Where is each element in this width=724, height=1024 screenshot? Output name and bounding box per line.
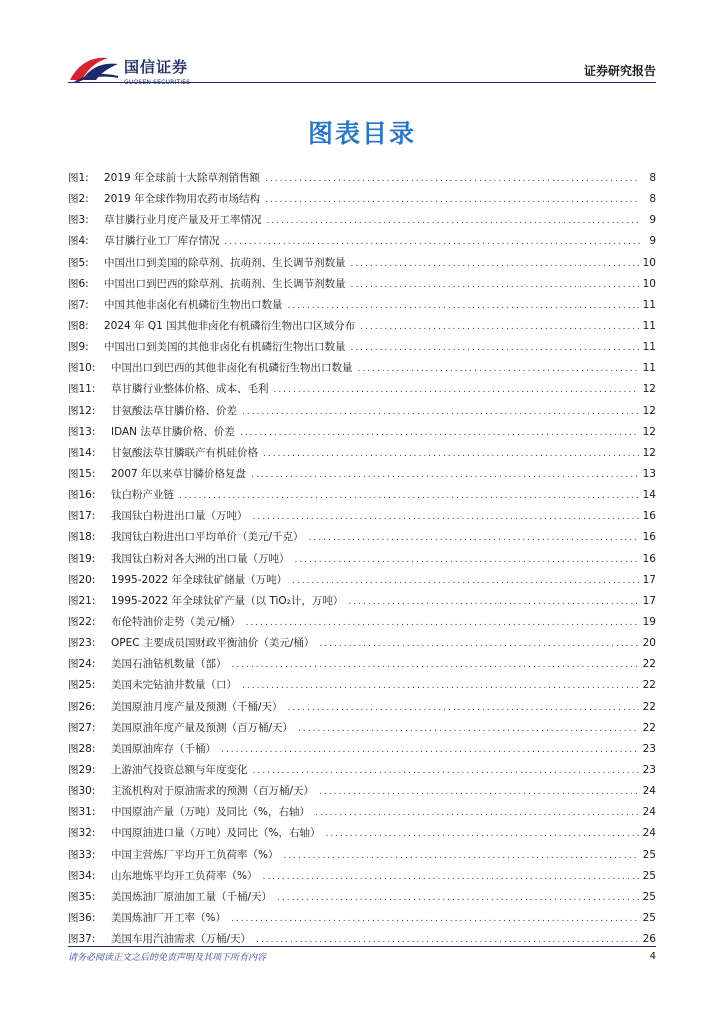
toc-leader-dots (253, 507, 639, 528)
page-number: 4 (649, 951, 656, 962)
toc-leader-dots (263, 444, 639, 465)
toc-leader-dots (319, 634, 638, 655)
toc-entry-page: 9 (649, 214, 656, 227)
toc-entry[interactable] (68, 802, 656, 823)
toc-entry-page: 9 (649, 235, 656, 248)
toc-entry-label: 图10: (68, 362, 96, 375)
toc-leader-dots (253, 761, 639, 782)
toc-leader-dots (221, 740, 639, 761)
logo-chinese-name: 国信证券 (124, 58, 189, 76)
toc-leader-dots (274, 380, 639, 401)
toc-entry-title: 草甘膦行业整体价格、成本、毛利 (111, 383, 269, 396)
toc-leader-dots (325, 824, 638, 845)
toc-entry[interactable] (68, 654, 656, 675)
toc-leader-dots (277, 888, 639, 909)
toc-entry-page: 17 (642, 573, 656, 586)
toc-leader-dots (315, 803, 639, 824)
toc-leader-dots (319, 782, 639, 803)
toc-entry-label: 图14: (68, 446, 96, 459)
toc-entry-title: 美国原油年度产量及预测（百万桶/天） (111, 721, 294, 734)
toc-leader-dots (225, 232, 641, 253)
toc-entry-title: 布伦特油价走势（美元/桶） (111, 615, 241, 628)
toc-entry[interactable] (68, 929, 656, 950)
toc-leader-dots (267, 211, 641, 232)
toc-leader-dots (348, 592, 638, 613)
toc-entry-page: 26 (642, 933, 656, 946)
toc-entry[interactable] (68, 295, 656, 316)
page-header (68, 44, 656, 84)
toc-entry[interactable] (68, 401, 656, 422)
toc-entry-label: 图6: (68, 277, 89, 290)
toc-leader-dots (262, 867, 638, 888)
toc-entry-label: 图11: (68, 383, 96, 396)
toc-entry[interactable] (68, 887, 656, 908)
figure-list (68, 168, 656, 950)
toc-entry-page: 12 (642, 404, 656, 417)
toc-entry[interactable] (68, 612, 656, 633)
toc-entry-page: 22 (642, 721, 656, 734)
toc-leader-dots (256, 930, 639, 951)
toc-entry[interactable] (68, 231, 656, 252)
toc-leader-dots (351, 275, 639, 296)
toc-entry-title: 甘氨酸法草甘膦价格、价差 (111, 404, 237, 417)
toc-entry-label: 图2: (68, 193, 89, 206)
toc-entry-label: 图20: (68, 573, 96, 586)
toc-entry[interactable] (68, 527, 656, 548)
toc-entry-page: 23 (642, 763, 656, 776)
toc-entry-label: 图29: (68, 763, 96, 776)
toc-entry-label: 图3: (68, 214, 89, 227)
toc-entry[interactable] (68, 274, 656, 295)
toc-entry-label: 图23: (68, 637, 96, 650)
toc-entry[interactable] (68, 337, 656, 358)
toc-leader-dots (295, 550, 639, 571)
toc-entry-label: 图25: (68, 679, 96, 692)
toc-entry-page: 12 (642, 383, 656, 396)
toc-entry-page: 22 (642, 658, 656, 671)
toc-entry-label: 图19: (68, 552, 96, 565)
toc-entry-title: 1995-2022 年全球钛矿储量（万吨） (111, 573, 288, 586)
toc-entry-page: 10 (642, 277, 656, 290)
toc-entry-label: 图8: (68, 319, 89, 332)
toc-entry-label: 图13: (68, 425, 96, 438)
toc-entry-label: 图28: (68, 742, 96, 755)
toc-entry[interactable] (68, 485, 656, 506)
toc-entry[interactable] (68, 633, 656, 654)
toc-leader-dots (179, 486, 639, 507)
toc-entry-title: 上游油气投资总额与年度变化 (111, 763, 248, 776)
toc-entry-title: 中国出口到巴西的其他非卤化有机磷衍生物出口数量 (111, 362, 353, 375)
toc-entry-title: 山东地炼平均开工负荷率（%） (111, 869, 258, 882)
toc-entry[interactable] (68, 379, 656, 400)
toc-entry-page: 11 (642, 341, 656, 354)
toc-entry-label: 图33: (68, 848, 96, 861)
toc-entry-title: 我国钛白粉对各大洲的出口量（万吨） (111, 552, 290, 565)
toc-entry-page: 12 (642, 446, 656, 459)
toc-entry[interactable] (68, 570, 656, 591)
toc-entry-title: 2007 年以来草甘膦价格复盘 (111, 467, 247, 480)
toc-leader-dots (292, 571, 639, 592)
toc-entry-label: 图7: (68, 298, 89, 311)
toc-entry[interactable] (68, 358, 656, 379)
toc-entry-title: 中国出口到美国的其他非卤化有机磷衍生物出口数量 (104, 341, 346, 354)
toc-entry-title: 中国出口到美国的除草剂、抗萌剂、生长调节剂数量 (104, 256, 346, 269)
toc-entry-page: 12 (642, 425, 656, 438)
toc-entry-title: 美国炼油厂开工率（%） (111, 911, 226, 924)
toc-entry[interactable] (68, 316, 656, 337)
toc-entry[interactable] (68, 422, 656, 443)
toc-entry-title: 中国主营炼厂平均开工负荷率（%） (111, 848, 279, 861)
toc-entry-label: 图16: (68, 489, 96, 502)
toc-entry-label: 图12: (68, 404, 96, 417)
toc-entry-label: 图32: (68, 827, 96, 840)
toc-entry-page: 25 (642, 869, 656, 882)
toc-entry-title: 我国钛白粉进出口平均单价（美元/千克） (111, 531, 304, 544)
toc-entry-label: 图1: (68, 172, 89, 184)
toc-entry-title: 钛白粉产业链 (111, 489, 174, 502)
footer-divider (68, 946, 656, 947)
toc-entry-page: 16 (642, 510, 656, 523)
toc-entry-page: 22 (642, 679, 656, 692)
toc-entry-label: 图36: (68, 911, 96, 924)
toc-leader-dots (298, 719, 639, 740)
toc-entry-label: 图34: (68, 869, 96, 882)
toc-entry-label: 图9: (68, 341, 89, 354)
toc-leader-dots (251, 465, 639, 486)
report-type-label: 证券研究报告 (583, 64, 656, 78)
toc-entry-page: 24 (642, 806, 656, 819)
toc-entry-label: 图30: (68, 785, 96, 798)
toc-entry-page: 16 (642, 552, 656, 565)
toc-entry[interactable] (68, 697, 656, 718)
toc-entry[interactable] (68, 866, 656, 887)
toc-leader-dots (242, 402, 639, 423)
toc-entry-label: 图27: (68, 721, 96, 734)
toc-entry-title: 美国车用汽油需求（万桶/天） (111, 933, 252, 946)
toc-entry-page: 24 (642, 785, 656, 798)
toc-entry-page: 11 (642, 319, 656, 332)
logo-english-name: GUOSEN SECURITIES (124, 79, 191, 86)
toc-entry-page: 8 (649, 172, 656, 184)
toc-entry[interactable] (68, 845, 656, 866)
toc-entry[interactable] (68, 591, 656, 612)
toc-leader-dots (246, 613, 639, 634)
toc-entry-page: 25 (642, 848, 656, 861)
toc-entry[interactable] (68, 210, 656, 231)
toc-leader-dots (265, 169, 640, 190)
toc-leader-dots (360, 317, 638, 338)
toc-entry-page: 11 (642, 298, 656, 311)
toc-entry-page: 8 (649, 193, 656, 206)
toc-entry-title: OPEC 主要成员国财政平衡油价（美元/桶） (111, 637, 315, 650)
toc-entry-label: 图4: (68, 235, 89, 248)
toc-entry-page: 16 (642, 531, 656, 544)
toc-leader-dots (232, 655, 639, 676)
toc-entry[interactable] (68, 253, 656, 274)
toc-leader-dots (242, 676, 639, 697)
toc-entry-page: 10 (642, 256, 656, 269)
toc-entry-page: 17 (642, 594, 656, 607)
toc-entry-title: 2019 年全球前十大除草剂销售额 (104, 172, 261, 184)
toc-leader-dots (231, 909, 639, 930)
toc-entry-title: 2019 年全球作物用农药市场结构 (104, 193, 261, 206)
toc-entry[interactable] (68, 908, 656, 929)
toc-entry-title: 美国石油钻机数量（部） (111, 658, 227, 671)
toc-leader-dots (288, 296, 639, 317)
guosen-logo-icon (68, 50, 120, 84)
toc-entry[interactable] (68, 168, 656, 189)
toc-leader-dots (351, 254, 639, 275)
toc-entry-page: 24 (642, 827, 656, 840)
toc-entry[interactable] (68, 443, 656, 464)
toc-leader-dots (240, 423, 639, 444)
toc-entry-title: 美国原油月度产量及预测（千桶/天） (111, 700, 283, 713)
toc-entry-label: 图37: (68, 933, 96, 946)
toc-entry-title: 美国炼油厂原油加工量（千桶/天） (111, 890, 273, 903)
toc-entry-page: 14 (642, 489, 656, 502)
toc-entry-page: 25 (642, 911, 656, 924)
toc-entry[interactable] (68, 464, 656, 485)
toc-entry-title: 我国钛白粉进出口量（万吨） (111, 510, 248, 523)
toc-entry-title: 1995-2022 年全球钛矿产量（以 TiO₂计，万吨） (111, 594, 344, 607)
toc-entry[interactable] (68, 675, 656, 696)
toc-entry-title: IDAN 法草甘膦价格、价差 (111, 425, 235, 438)
toc-entry-label: 图15: (68, 467, 96, 480)
toc-entry-title: 中国出口到巴西的除草剂、抗萌剂、生长调节剂数量 (104, 277, 346, 290)
toc-entry[interactable] (68, 718, 656, 739)
toc-entry[interactable] (68, 189, 656, 210)
toc-entry-label: 图22: (68, 615, 96, 628)
toc-leader-dots (265, 190, 640, 211)
toc-entry-label: 图17: (68, 510, 96, 523)
toc-leader-dots (358, 359, 639, 380)
toc-entry-page: 11 (642, 362, 656, 375)
disclaimer-note: 请务必阅读正文之后的免责声明及其项下所有内容 (68, 953, 267, 963)
toc-entry-title: 主流机构对于原油需求的预测（百万桶/天） (111, 785, 315, 798)
toc-entry-title: 中国其他非卤化有机磷衍生物出口数量 (104, 298, 283, 311)
toc-entry-label: 图24: (68, 658, 96, 671)
toc-leader-dots (283, 846, 638, 867)
toc-entry-page: 13 (642, 467, 656, 480)
guosen-logo (68, 50, 208, 84)
toc-entry[interactable] (68, 549, 656, 570)
toc-entry-page: 25 (642, 890, 656, 903)
toc-entry-title: 草甘膦行业工厂库存情况 (104, 235, 220, 248)
header-divider (68, 82, 656, 83)
toc-entry[interactable] (68, 781, 656, 802)
toc-entry-title: 美国未完钻油井数量（口） (111, 679, 237, 692)
toc-entry-label: 图21: (68, 594, 96, 607)
toc-entry-title: 甘氨酸法草甘膦联产有机硅价格 (111, 446, 258, 459)
toc-entry-page: 19 (642, 615, 656, 628)
toc-entry-page: 20 (642, 637, 656, 650)
toc-entry[interactable] (68, 739, 656, 760)
toc-entry-page: 22 (642, 700, 656, 713)
toc-leader-dots (351, 338, 639, 359)
toc-entry-label: 图31: (68, 806, 96, 819)
toc-entry-title: 美国原油库存（千桶） (111, 742, 216, 755)
toc-entry[interactable] (68, 760, 656, 781)
toc-entry-label: 图35: (68, 890, 96, 903)
toc-leader-dots (288, 698, 639, 719)
toc-entry-label: 图26: (68, 700, 96, 713)
toc-entry-title: 中国原油进口量（万吨）及同比（%，右轴） (111, 827, 321, 840)
toc-entry-label: 图18: (68, 531, 96, 544)
toc-entry-label: 图5: (68, 256, 89, 269)
toc-entry-page: 23 (642, 742, 656, 755)
toc-entry[interactable] (68, 823, 656, 844)
toc-entry-title: 中国原油产量（万吨）及同比（%，右轴） (111, 806, 310, 819)
toc-entry[interactable] (68, 506, 656, 527)
toc-title: 图表目录 (307, 119, 416, 148)
toc-leader-dots (309, 528, 639, 549)
toc-entry-title: 2024 年 Q1 国其他非卤化有机磷衍生物出口区域分布 (104, 319, 356, 332)
toc-entry-title: 草甘膦行业月度产量及开工率情况 (104, 214, 262, 227)
